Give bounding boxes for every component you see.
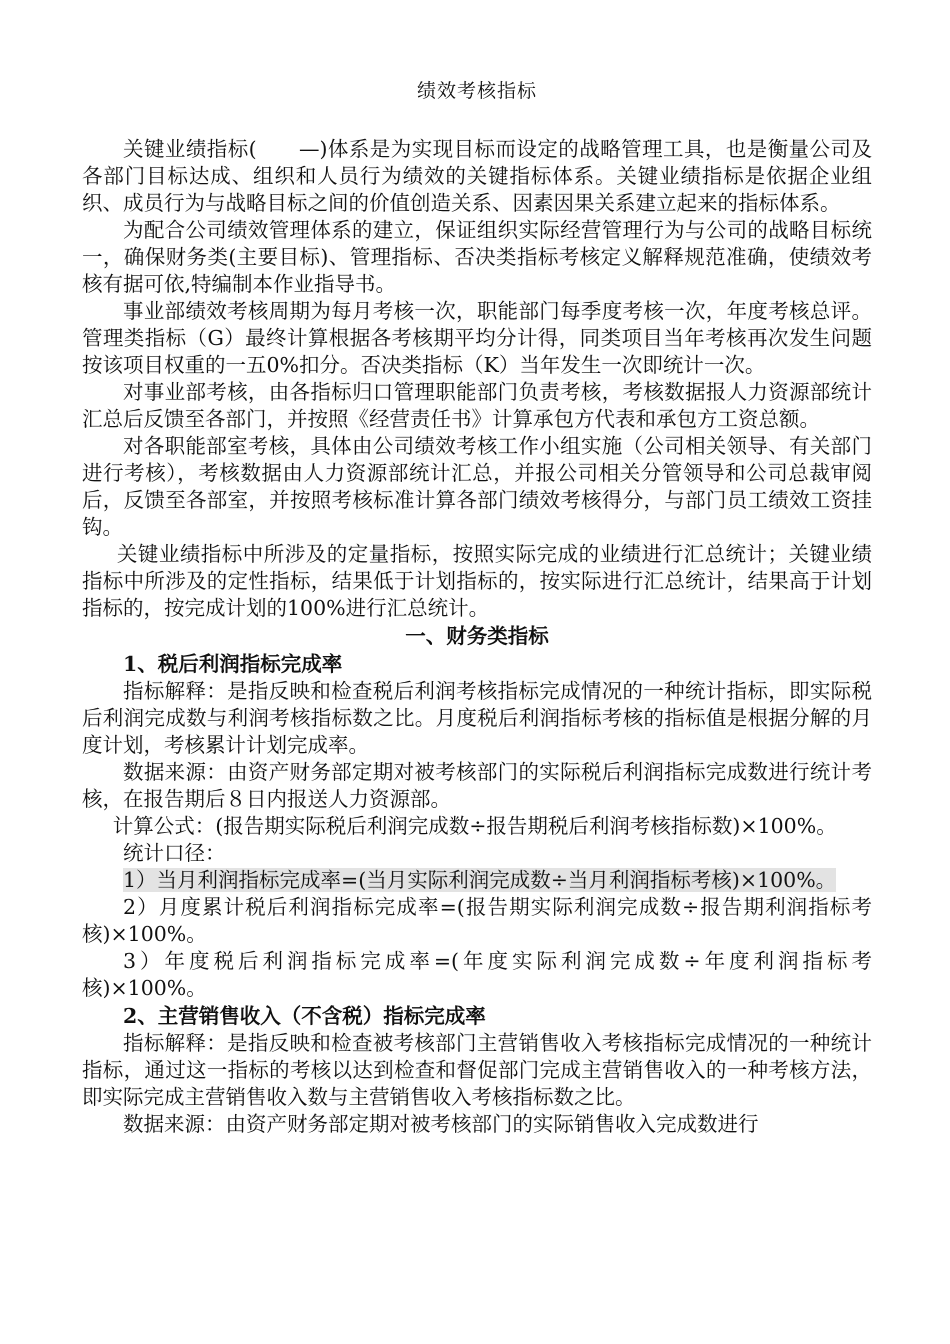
- profit-rate-scope-item-1: [82, 867, 872, 894]
- sales-revenue-explanation: 指标解释：是指反映和检查被考核部门主营销售收入考核指标完成情况的一种统计指标，通过这一指标的考核以达到检查和督促部门完成主营销售收入的一种考核方法，即实际完成主营销售收入数与主营销售收入考核指标数之比。: [82, 1031, 872, 1109]
- profit-rate-scope-item-3: 3）年度税后利润指标完成率=(年度实际利润完成数÷年度利润指标考核)×100%。: [82, 949, 872, 1000]
- highlighted-text: 1）当月利润指标完成率=(当月实际利润完成数÷当月利润指标考核)×100%。: [123, 868, 837, 892]
- profit-rate-explanation: 指标解释：是指反映和检查税后利润考核指标完成情况的一种统计指标，即实际税后利润完成数与利润考核指标数之比。月度税后利润指标考核的指标值是根据分解的月度计划，考核累计计划完成率。: [82, 679, 872, 757]
- intro-paragraph-1: 关键业绩指标( —)体系是为实现目标而设定的战略管理工具，也是衡量公司及各部门目标达成、组织和人员行为绩效的关键指标体系。关键业绩指标是依据企业组织、成员行为与战略目标之间的价值创造关系、因素因果关系建立起来的指标体系。: [82, 137, 872, 215]
- subsection-heading-sales-revenue: 2、主营销售收入（不含税）指标完成率: [123, 1004, 486, 1028]
- profit-rate-data-source: 数据来源：由资产财务部定期对被考核部门的实际税后利润指标完成数进行统计考核，在报告期后８日内报送人力资源部。: [82, 760, 872, 811]
- subsection-heading-profit-rate: 1、税后利润指标完成率: [123, 652, 343, 676]
- intro-paragraph-4: 对事业部考核，由各指标归口管理职能部门负责考核，考核数据报人力资源部统计汇总后反馈至各部门，并按照《经营责任书》计算承包方代表和承包方工资总额。: [82, 380, 872, 431]
- intro-paragraph-5: 对各职能部室考核，具体由公司绩效考核工作小组实施（公司相关领导、有关部门进行考核），考核数据由人力资源部统计汇总，并报公司相关分管领导和公司总裁审阅后，反馈至各部室，并按照考核标准计算各部门绩效考核得分，与部门员工绩效工资挂钩。: [82, 434, 872, 539]
- intro-paragraph-6: 关键业绩指标中所涉及的定量指标，按照实际完成的业绩进行汇总统计；关键业绩指标中所涉及的定性指标，结果低于计划指标的，按实际进行汇总统计，结果高于计划指标的，按完成计划的100%进行汇总统计。: [82, 542, 872, 620]
- profit-rate-scope-label: 统计口径：: [123, 841, 226, 865]
- intro-paragraph-3: 事业部绩效考核周期为每月考核一次，职能部门每季度考核一次，年度考核总评。管理类指标（G）最终计算根据各考核期平均分计得，同类项目当年考核再次发生问题按该项目权重的一五0%扣分。否决类指标（K）当年发生一次即统计一次。: [82, 299, 872, 377]
- profit-rate-scope-item-2: 2）月度累计税后利润指标完成率=(报告期实际利润完成数÷报告期利润指标考核)×100%。: [82, 895, 872, 946]
- section-heading-financial: 一、财务类指标: [405, 624, 549, 648]
- document-title: 绩效考核指标: [416, 80, 537, 102]
- profit-rate-formula: 计算公式：(报告期实际税后利润完成数÷报告期税后利润考核指标数)×100%。: [112, 814, 837, 838]
- intro-paragraph-2: 为配合公司绩效管理体系的建立，保证组织实际经营管理行为与公司的战略目标统一，确保财务类(主要目标)、管理指标、否决类指标考核定义解释规范准确，使绩效考核有据可依,特编制本作业指导书。: [82, 218, 872, 296]
- sales-revenue-data-source: 数据来源：由资产财务部定期对被考核部门的实际销售收入完成数进行: [123, 1112, 759, 1136]
